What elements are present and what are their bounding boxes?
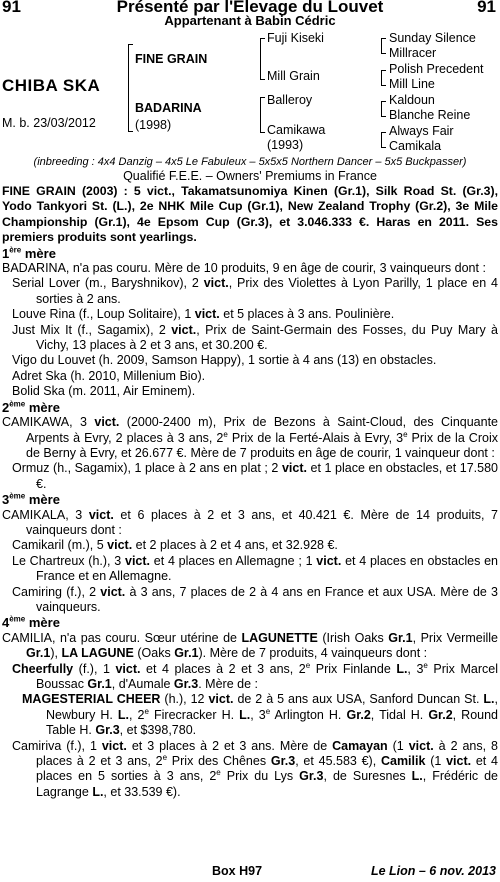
body-text xyxy=(2,184,498,800)
sire-sire: Fuji Kiseki xyxy=(267,31,324,45)
dam-dam: Camikawa xyxy=(267,123,326,137)
dam-dam-dam: Camikala xyxy=(389,139,442,153)
dd-bracket xyxy=(381,132,386,148)
sd-bracket xyxy=(381,70,386,86)
progeny-entry: Vigo du Louvet (h. 2009, Samson Happy), 1 sortie à 4 ans (13) en obstacles. xyxy=(12,353,437,368)
sire-dam-dam: Mill Line xyxy=(389,77,435,91)
second-dam-paragraph: CAMIKAWA, 3 vict. (2000-2400 m), Prix de Bezons à Saint-Cloud, des Cinquante Arpents à Evry, 2 places à 3 ans, 2e Prix de la Ferté-Alais à Evry, 3e Prix de la Croix de Berny à Evry, et 26.677 €. Mère de 7 produits en âge de courir, 1 vainqueur dont : xyxy=(2,415,499,460)
progeny-entry: Serial Lover (m., Baryshnikov), 2 vict., Prix des Violettes à Lyon Parilly, 1 place en 4 sorties à 2 ans. xyxy=(12,276,498,306)
page-subtitle: Appartenant à Babin Cédric xyxy=(164,13,336,28)
dam-year: (1998) xyxy=(135,118,172,132)
ds-bracket xyxy=(381,101,386,117)
dam-dam-sire: Always Fair xyxy=(389,124,454,138)
dam-paragraph: BADARINA, n'a pas couru. Mère de 10 produits, 9 en âge de courir, 3 vainqueurs dont : xyxy=(2,261,486,276)
progeny-entry: Camikaril (m.), 5 vict. et 2 places à 2 et 4 ans, et 32.928 €. xyxy=(12,538,338,553)
progeny-entry: Bolid Ska (m. 2011, Air Eminem). xyxy=(12,384,196,399)
qualification: Qualifié F.E.E. – Owners' Premiums in France xyxy=(123,169,377,183)
dam-name: BADARINA xyxy=(135,101,202,115)
footer-box: Box H97 xyxy=(212,864,263,878)
sire-paragraph: FINE GRAIN (2003) : 5 vict., Takamatsunomiya Kinen (Gr.1), Silk Road St. (Gr.3), Yodo Tankyori St. (L.), 2e NHK Mile Cup (Gr.1), New Zealand Trophy (Gr.2), 3e Mile Championship (Gr.1), 4e Epsom Cup (Gr.3), et 3.046.333 €. Haras en 2011. Ses premiers produits sont yearlings. xyxy=(2,184,498,245)
lot-number-right: 91 xyxy=(477,0,496,16)
progeny-entry: Camiriva (f.), 1 vict. et 3 places à 2 et 3 ans. Mère de Camayan (1 vict. à 2 ans, 8 places à 2 et 3 ans, 2e Prix des Chênes Gr.3, et 45.583 €), Camilik (1 vict. et 4 places en 5 sorties à 3 ans, 2e Prix du Lys Gr.3, de Suresnes L., Frédéric de Lagrange L., et 33.539 €). xyxy=(12,738,498,799)
lot-number-left: 91 xyxy=(2,0,21,16)
page-title: Présenté par l'Elevage du Louvet xyxy=(116,0,384,16)
sire-sire-sire: Sunday Silence xyxy=(389,31,476,45)
fourth-dam-paragraph: CAMILIA, n'a pas couru. Sœur utérine de LAGUNETTE (Irish Oaks Gr.1, Prix Vermeille Gr.1), LA LAGUNE (Oaks Gr.1). Mère de 7 produits, 4 vainqueurs dont : xyxy=(2,630,498,661)
horse-name: CHIBA SKA xyxy=(2,76,101,95)
section-heading-2: 2ème mère xyxy=(2,399,60,415)
progeny-entry: Le Chartreux (h.), 3 vict. et 4 places en Allemagne ; 1 vict. et 4 places en obstacles en France et en Allemagne. xyxy=(12,553,498,584)
section-heading-3: 3ème mère xyxy=(2,491,60,508)
third-dam-paragraph: CAMIKALA, 3 vict. et 6 places à 2 et 3 ans, et 40.421 €. Mère de 14 produits, 7 vainqueurs dont : xyxy=(2,507,498,537)
dam-sire-dam: Blanche Reine xyxy=(389,108,471,122)
progeny-entry: Ormuz (h., Sagamix), 1 place à 2 ans en plat ; 2 vict. et 1 place en obstacles, et 17.580 €. xyxy=(12,461,498,491)
ss-bracket xyxy=(381,38,386,54)
sire-dam: Mill Grain xyxy=(267,69,320,83)
inbreeding-note: (inbreeding : 4x4 Danzig – 4x5 Le Fabuleux – 5x5x5 Northern Dancer – 5x5 Buckpasser) xyxy=(33,156,467,168)
sire-bracket xyxy=(260,38,265,80)
sire-name: FINE GRAIN xyxy=(135,52,208,66)
dam-sire: Balleroy xyxy=(267,93,313,107)
sire-dam-sire: Polish Precedent xyxy=(389,62,484,76)
section-heading-4: 4ème mère xyxy=(2,615,60,631)
first-gen-bracket xyxy=(128,44,133,132)
section-heading-1: 1ère mère xyxy=(2,245,56,261)
progeny-entry: Camiring (f.), 2 vict. à 3 ans, 7 places de 2 à 4 ans en France et aux USA. Mère de 3 vainqueurs. xyxy=(12,584,498,614)
progeny-entry: Adret Ska (h. 2010, Millenium Bio). xyxy=(12,368,206,383)
dam-dam-year: (1993) xyxy=(267,138,304,152)
dam-bracket xyxy=(260,97,265,133)
progeny-entry: Louve Rina (f., Loup Solitaire), 1 vict. et 5 places à 3 ans. Poulinière. xyxy=(12,307,395,322)
horse-details: M. b. 23/03/2012 xyxy=(2,116,96,130)
footer-place-date: Le Lion – 6 nov. 2013 xyxy=(370,864,496,878)
progeny-entry: Just Mix It (f., Sagamix), 2 vict., Prix de Saint-Germain des Fosses, du Puy Mary à Vichy, 13 places à 2 et 3 ans, et 30.200 €. xyxy=(12,322,498,353)
sire-sire-dam: Millracer xyxy=(389,46,437,60)
progeny-entry: Cheerfully (f.), 1 vict. et 4 places à 2 et 3 ans, 2e Prix Finlande L., 3e Prix Marcel Boussac Gr.1, d'Aumale Gr.3. Mère de : xyxy=(12,660,498,691)
progeny-entry: MAGESTERIAL CHEER (h.), 12 vict. de 2 à 5 ans aux USA, Sanford Duncan St. L., Newbury H. L., 2e Firecracker H. L., 3e Arlington H. Gr.2, Tidal H. Gr.2, Round Table H. Gr.3, et $398,780. xyxy=(22,692,499,738)
dam-sire-sire: Kaldoun xyxy=(389,93,435,107)
